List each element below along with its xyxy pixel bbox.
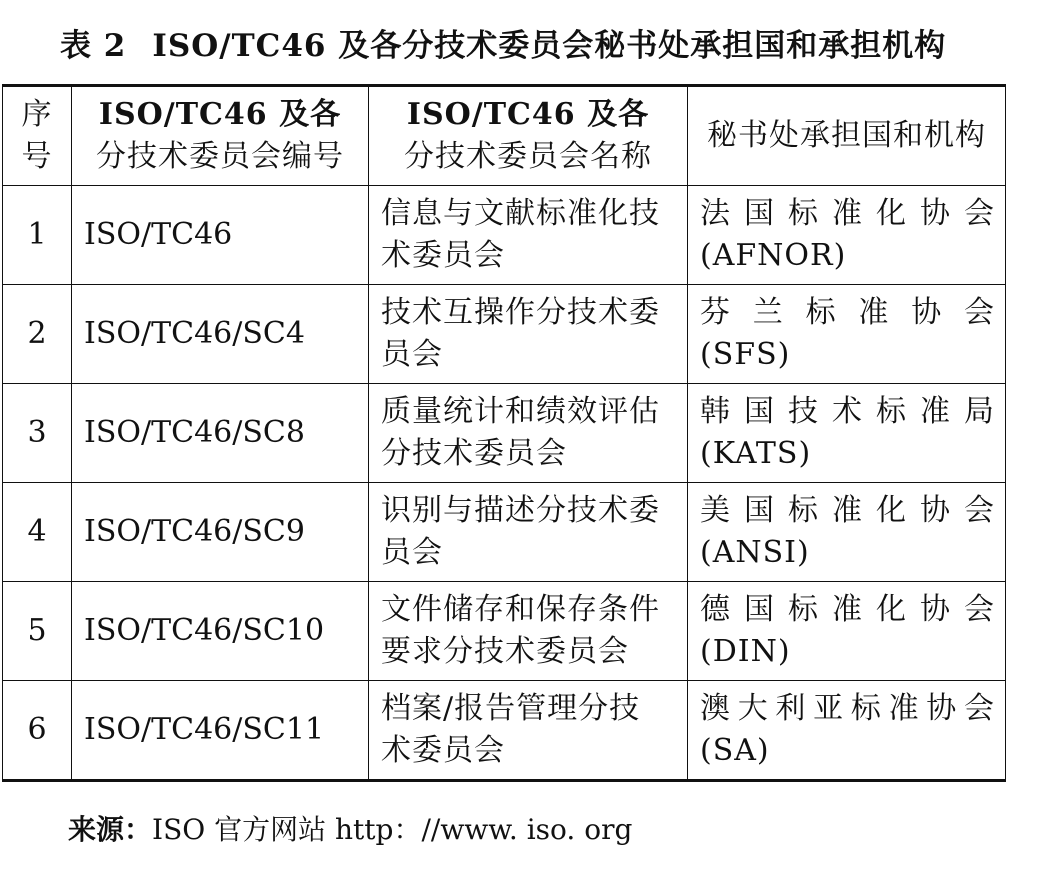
- cell-serial: 1: [3, 186, 72, 285]
- table-row: [3, 483, 1006, 582]
- cell-serial: 2: [3, 285, 72, 384]
- cell-name: 信息与文献标准化技 术委员会: [369, 186, 688, 285]
- cell-name: 文件储存和保存条件 要求分技术委员会: [369, 582, 688, 681]
- cell-secretariat: 德国标准化协会 (DIN): [688, 582, 1006, 681]
- header-serial-number: 序 号: [3, 86, 72, 186]
- table-number: 表 2: [60, 28, 127, 64]
- table-row: [3, 285, 1006, 384]
- cell-name: 技术互操作分技术委 员会: [369, 285, 688, 384]
- cell-secretariat: 韩国技术标准局 (KATS): [688, 384, 1006, 483]
- cell-serial: 6: [3, 681, 72, 781]
- cell-code: ISO/TC46/SC10: [72, 582, 369, 681]
- table-title: ISO/TC46 及各分技术委员会秘书处承担国和承担机构: [152, 28, 947, 64]
- table-caption: [60, 22, 946, 70]
- cell-secretariat: 芬兰标准协会 (SFS): [688, 285, 1006, 384]
- secretariat-table: [2, 84, 1006, 782]
- source-label: 来源：: [68, 813, 153, 846]
- cell-name: 质量统计和绩效评估 分技术委员会: [369, 384, 688, 483]
- header-committee-code: ISO/TC46 及各 分技术委员会编号: [72, 86, 369, 186]
- header-secretariat: 秘书处承担国和机构: [688, 86, 1006, 186]
- cell-secretariat: 美国标准化协会 (ANSI): [688, 483, 1006, 582]
- cell-secretariat: 澳大利亚标准协会 (SA): [688, 681, 1006, 781]
- cell-code: ISO/TC46/SC8: [72, 384, 369, 483]
- table-row: [3, 681, 1006, 781]
- source-text: ISO 官方网站 http：//www. iso. org: [152, 813, 633, 846]
- table-row: [3, 384, 1006, 483]
- source-note: [68, 808, 632, 852]
- cell-name: 档案/报告管理分技 术委员会: [369, 681, 688, 781]
- cell-code: ISO/TC46: [72, 186, 369, 285]
- header-committee-name: ISO/TC46 及各 分技术委员会名称: [369, 86, 688, 186]
- cell-name: 识别与描述分技术委 员会: [369, 483, 688, 582]
- cell-code: ISO/TC46/SC11: [72, 681, 369, 781]
- cell-secretariat: 法国标准化协会 (AFNOR): [688, 186, 1006, 285]
- table-row: [3, 186, 1006, 285]
- table-row: [3, 582, 1006, 681]
- cell-serial: 3: [3, 384, 72, 483]
- cell-serial: 5: [3, 582, 72, 681]
- cell-code: ISO/TC46/SC4: [72, 285, 369, 384]
- cell-serial: 4: [3, 483, 72, 582]
- table-header-row: [3, 86, 1006, 186]
- cell-code: ISO/TC46/SC9: [72, 483, 369, 582]
